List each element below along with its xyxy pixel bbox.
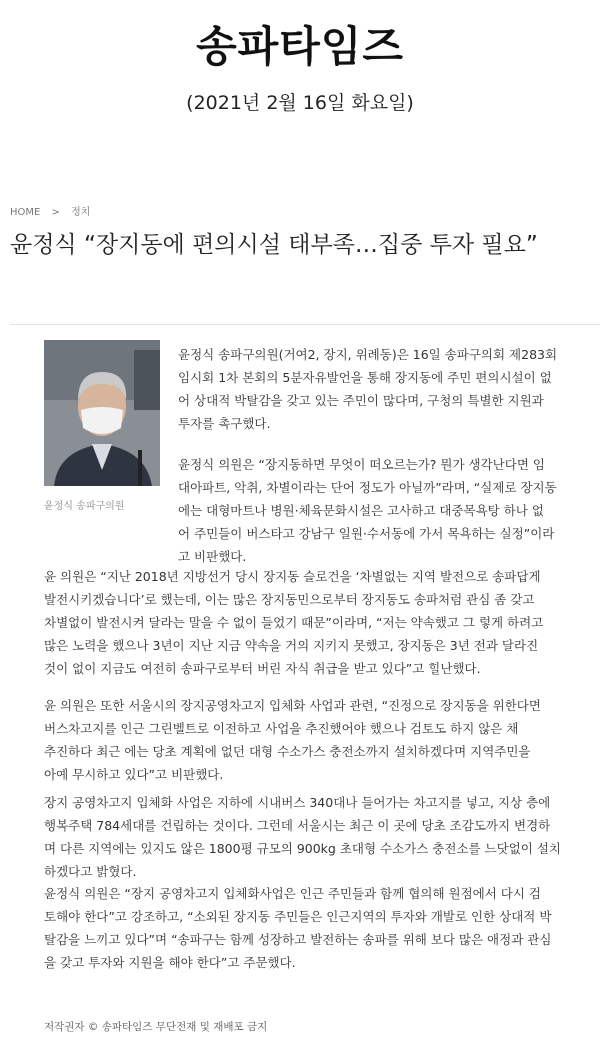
copyright-notice: 저작권자 © 송파타임즈 무단전재 및 재배포 금지	[44, 1021, 268, 1033]
article-paragraph	[178, 343, 600, 435]
text-line: 차별없이 발전시켜 달라는 말을 수 없이 들었기 때문”이라며, “저는 약속했고 그 렇게 하려고	[44, 615, 544, 630]
text-line: 것이 없이 지금도 여전히 송파구로부터 버린 자식 취급을 받고 있다”고 힐난했다.	[44, 661, 481, 676]
text-line: 탈감을 느끼고 있다”며 “송파구는 함께 성장하고 발전하는 송파를 위해 보다 많은 애정과 관심	[44, 932, 552, 947]
text-line: 행복주택 784세대를 건립하는 것이다. 그런데 서울시는 최근 이 곳에 당초 조감도까지 변경하	[44, 818, 551, 833]
text-line: 아예 무시하고 있다”고 비판했다.	[44, 767, 224, 782]
text-line: 고 비판했다.	[178, 549, 247, 564]
text-line: 버스차고지를 인근 그린벨트로 이전하고 사업을 추진했어야 했으나 검토도 하지 않은 채	[44, 721, 519, 736]
issue-date: (2021년 2월 16일 화요일)	[186, 92, 414, 114]
article-paragraph	[44, 882, 584, 974]
article-paragraph	[44, 791, 584, 883]
breadcrumb-section[interactable]: 정치	[71, 207, 91, 218]
text-line: 어 상대적 박탈감을 갖고 있는 주민이 많다며, 구청의 특별한 지원과	[178, 393, 544, 408]
reporter-photo	[44, 340, 160, 486]
text-line: 에는 대형마트나 병원·체육문화시설은 고사하고 대중목욕탕 하나 없	[178, 503, 544, 518]
text-line: 윤 의원은 “지난 2018년 지방선거 당시 장지동 슬로건을 ‘차별없는 지역 발전으로 송파답게	[44, 569, 541, 584]
text-line: 하겠다고 밝혔다.	[44, 864, 137, 879]
text-line: 어 주민들이 버스타고 강남구 일원·수서동에 가서 목욕하는 실정”이라	[178, 526, 555, 541]
text-line: 임시회 1차 본회의 5분자유발언을 통해 장지동에 주민 편의시설이 없	[178, 370, 552, 385]
text-line: 윤 의원은 또한 서울시의 장지공영차고지 입체화 사업과 관련, “진정으로 장지동을 위한다면	[44, 698, 541, 713]
site-logo[interactable]: 송파타임즈	[196, 22, 404, 71]
breadcrumb	[10, 203, 98, 218]
text-line: 윤정식 의원은 “장지 공영차고지 입체화사업은 인근 주민들과 함께 협의해 원점에서 다시 검	[44, 886, 541, 901]
text-line: 많은 노력을 했으나 3년이 지난 지금 약속을 거의 지키지 못했고, 장지동은 3년 전과 달라진	[44, 638, 539, 653]
text-line: 대아파트, 악취, 차별이라는 단어 정도가 아닐까”라며, “실제로 장지동	[178, 480, 557, 495]
text-line: 장지 공영차고지 입체화 사업은 지하에 시내버스 340대나 들어가는 차고지를 넣고, 지상 층에	[44, 795, 551, 810]
text-line: 투자를 촉구했다.	[178, 416, 271, 431]
article-paragraph	[44, 565, 584, 680]
breadcrumb-home[interactable]: HOME	[10, 207, 41, 218]
text-line: 윤정식 의원은 “장지동하면 무엇이 떠오르는가? 뭔가 생각난다면 임	[178, 457, 545, 472]
text-line: 발전시키겠습니다’로 했는데, 이는 많은 장지동민으로부터 장지동도 송파처럼 관심 좀 갖고	[44, 592, 535, 607]
text-line: 추진하다 최근 에는 당초 계획에 없던 대형 수소가스 충전소까지 설치하겠다며 지역주민을	[44, 744, 531, 759]
article-paragraph	[178, 453, 600, 568]
text-line: 토해야 한다”고 강조하고, “소외된 장지동 주민들은 인근지역의 투자와 개발로 인한 상대적 박	[44, 909, 552, 924]
photo-caption: 윤정식 송파구의원	[44, 501, 125, 512]
divider	[10, 324, 600, 325]
chevron-right-icon: >	[51, 207, 60, 218]
text-line: 을 갖고 투자와 지원을 해야 한다”고 주문했다.	[44, 955, 296, 970]
article-title: 윤정식 “장지동에 편의시설 태부족…집중 투자 필요”	[10, 232, 538, 258]
text-line: 며 다른 지역에는 있지도 않은 1800평 규모의 900kg 초대형 수소가스 충전소를 느닷없이 설치	[44, 841, 562, 856]
article-paragraph	[44, 694, 584, 786]
text-line: 윤정식 송파구의원(거여2, 장지, 위례동)은 16일 송파구의회 제283회	[178, 347, 558, 362]
